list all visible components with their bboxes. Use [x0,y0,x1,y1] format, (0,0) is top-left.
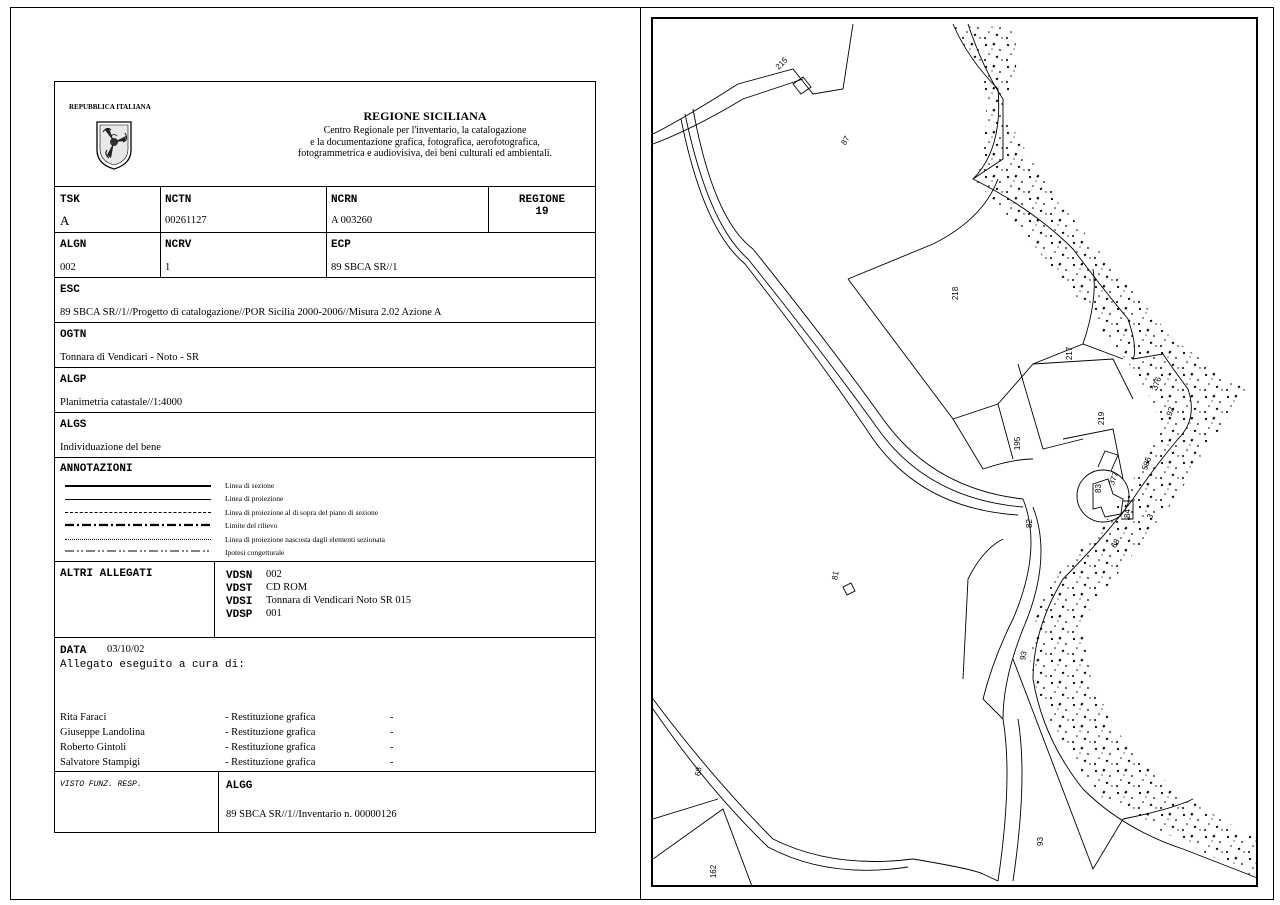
cell-altri-label [55,562,215,637]
person-role: - Restituzione grafica [225,742,316,753]
vdsp-label: VDSP [226,609,253,621]
annotazioni-label: ANNOTAZIONI [60,463,133,475]
ogtn-value: Tonnara di Vendicari - Noto - SR [60,352,200,363]
trinacria-emblem-icon [95,120,133,170]
parcel-label: 68 [693,766,704,777]
data-value: 03/10/02 [107,644,145,655]
parcel-label: 83 [1093,484,1103,493]
region-subtitle [275,125,575,160]
region-title: REGIONE SICILIANA [363,109,487,123]
algs-value: Individuazione del bene [60,442,161,453]
person-role: - Restituzione grafica [225,727,316,738]
person-name: Roberto Gintoli [60,742,127,753]
row-algs [55,413,595,458]
legend-line-dashdot [65,522,211,528]
esc-label: ESC [60,284,80,296]
row-altri-allegati [55,562,595,638]
person-name: Giuseppe Landolina [60,727,145,738]
vdsi-label: VDSI [226,596,253,608]
algg-value: 89 SBCA SR//1//Inventario n. 00000126 [226,809,397,820]
legend-line-thick [65,485,211,487]
cell-ecp [327,233,595,277]
ncrv-value: 1 [165,262,171,273]
parcel-label: 84 [1122,509,1132,518]
data-label: DATA [60,645,87,657]
parcel-label: 3 [1145,512,1156,521]
parcel-label: 92 [1164,405,1177,418]
ncrv-label: NCRV [165,239,192,251]
person-tail: - [390,727,394,738]
allegato-cura: Allegato eseguito a cura di: [60,659,245,671]
row-data [55,638,595,772]
person-tail: - [390,757,394,768]
ncrn-label: NCRN [331,194,358,206]
parcel-label: 218 [951,286,961,301]
parcel-label: 82 [1024,519,1034,528]
cell-regione [489,187,595,232]
legend-text: Linea di proiezione nascosta dagli elementi sezionata [225,535,385,544]
person-role: - Restituzione grafica [225,757,316,768]
cell-ncrv [161,233,327,277]
regione-label: REGIONE [518,194,566,206]
vdsn-value: 002 [266,569,282,580]
vdsn-label: VDSN [226,570,253,582]
row-algn [55,233,595,278]
legend-line-dashed [65,512,211,513]
parcel-label: 195 [1013,436,1023,451]
row-esc [55,278,595,323]
parcel-label: 68 [1109,537,1122,550]
legend-line-thin [65,499,211,500]
parcel-label: 376 [1150,375,1164,392]
nctn-value: 00261127 [165,215,207,226]
parcel-label: 93 [1035,837,1045,846]
nctn-label: NCTN [165,194,192,206]
legend-text: Limite del rilievo [225,521,278,530]
cadastral-map [651,17,1258,887]
ecp-value: 89 SBCA SR//1 [331,262,398,273]
card-header [55,82,595,187]
parcel-label: 585 [1140,455,1154,472]
parcel-label: 377 [1107,470,1121,487]
parcel-label: 162 [709,864,719,879]
cell-ncrn [327,187,489,232]
region-sub-line: Centro Regionale per l'inventario, la catalogazione [323,125,527,136]
legend-text: Linea di proiezione al di sopra del piano di sezione [225,508,379,517]
parcel-label: 87 [839,134,852,147]
region-sub-line: e la documentazione grafica, fotografica, aerofotografica, [310,136,540,148]
algn-value: 002 [60,262,76,273]
row-ogtn [55,323,595,368]
cell-tsk [55,187,161,232]
legend-text: Linea di proiezione [225,494,284,503]
legend-line-dotted [65,539,211,540]
row-algp [55,368,595,413]
tsk-label: TSK [60,194,80,206]
ecp-label: ECP [331,239,351,251]
parcel-label: 81 [830,570,841,581]
legend-text: Ipotesi congetturale [225,548,285,557]
parcel-label: 219 [1097,411,1107,426]
region-sub-line: fotogrammetrica e audiovisiva, dei beni culturali ed ambientali. [297,148,553,159]
cell-algn [55,233,161,277]
regione-value: 19 [535,206,549,218]
legend-line-dashdotdot [65,549,211,553]
visto-label: VISTO FUNZ. RESP. [60,780,142,789]
parcel-label: 215 [773,55,790,72]
vdst-value: CD ROM [266,582,308,593]
row-footer [55,772,595,832]
person-name: Salvatore Stampigi [60,757,141,768]
person-tail: - [390,712,394,723]
vdst-label: VDST [226,583,253,595]
catalog-card [54,81,596,833]
row-annotazioni [55,458,595,562]
vdsp-value: 001 [266,608,282,619]
altri-allegati-label: ALTRI ALLEGATI [60,568,153,580]
person-role: - Restituzione grafica [225,712,316,723]
ncrn-value: A 003260 [331,215,373,226]
ogtn-label: OGTN [60,329,87,341]
repubblica-label: REPUBBLICA ITALIANA [69,103,151,111]
cell-visto [55,772,219,832]
algp-label: ALGP [60,374,87,386]
person-tail: - [390,742,394,753]
person-name: Rita Faraci [60,712,107,723]
parcel-label: 93 [1018,650,1029,661]
algp-value: Planimetria catastale//1:4000 [60,397,183,408]
tsk-value: A [60,213,70,228]
legend-text: Linea di sezione [225,481,275,490]
algs-label: ALGS [60,419,87,431]
vdsi-value: Tonnara di Vendicari Noto SR 015 [266,595,412,606]
map-drawing [653,19,1258,887]
cell-nctn [161,187,327,232]
esc-value: 89 SBCA SR//1//Progetto di catalogazione//POR Sicilia 2000-2006//Misura 2.02 Azione A [60,307,442,318]
algn-label: ALGN [60,239,87,251]
parcel-label: 217 [1065,346,1075,361]
algg-label: ALGG [226,780,253,792]
row-tsk [55,187,595,233]
sheet-divider [640,7,641,900]
